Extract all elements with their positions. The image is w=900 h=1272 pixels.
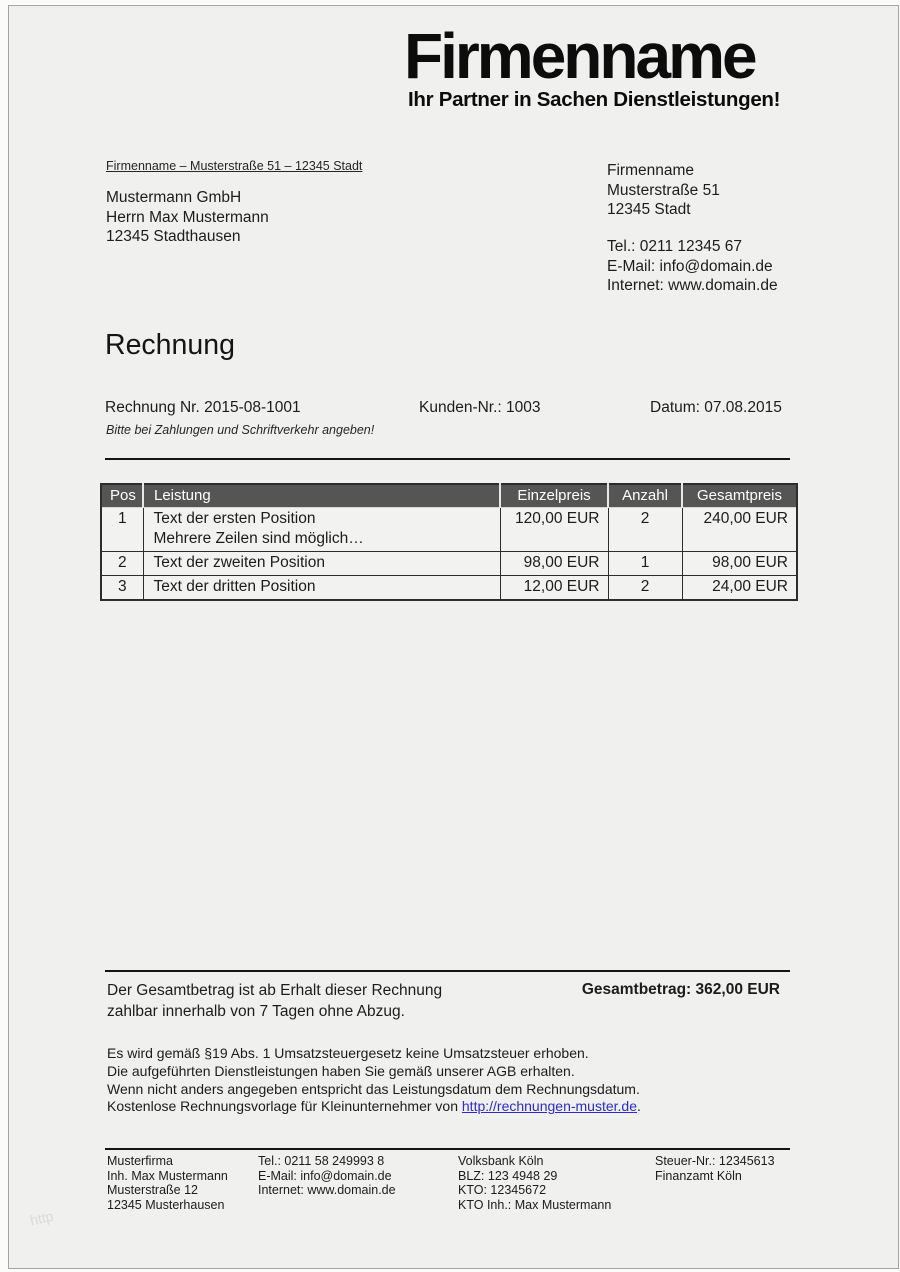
divider-above-table [105, 458, 790, 460]
cell-pos: 3 [101, 575, 143, 600]
legal-notes [107, 1045, 641, 1116]
company-contact-line: Tel.: 0211 12345 67 [607, 238, 743, 255]
footer-line: Musterfirma [107, 1154, 173, 1168]
column-header-gesamtpreis: Gesamtpreis [682, 484, 797, 507]
cell-pos: 1 [101, 507, 143, 551]
company-address-block [607, 161, 720, 220]
cell-gesamtpreis: 98,00 EUR [682, 551, 797, 575]
column-header-leistung: Leistung [143, 484, 500, 507]
payment-terms-line: zahlbar innerhalb von 7 Tagen ohne Abzug. [107, 1002, 405, 1020]
watermark-text: http [28, 1207, 55, 1229]
company-contact-line: E-Mail: info@domain.de [607, 257, 773, 275]
company-logo: Firmenname [404, 20, 755, 92]
company-address-line: Musterstraße 51 [607, 181, 720, 199]
cell-leistung [143, 575, 500, 600]
cell-anzahl: 1 [608, 551, 682, 575]
note-line: Die aufgeführten Dienstleistungen haben Sie gemäß unserer AGB erhalten. [107, 1062, 575, 1079]
invoice-number: Rechnung Nr. 2015-08-1001 [105, 399, 301, 416]
footer-tax-column [655, 1154, 775, 1183]
leistung-line: Text der zweiten Position [153, 553, 325, 571]
cell-pos: 2 [101, 551, 143, 575]
footer-line: Volksbank Köln [458, 1154, 544, 1168]
customer-number: Kunden-Nr.: 1003 [419, 399, 541, 416]
cell-einzelpreis: 120,00 EUR [500, 507, 608, 551]
recipient-address-block [106, 188, 269, 247]
divider-above-total [105, 970, 790, 972]
grand-total [520, 981, 780, 999]
footer-line: Internet: www.domain.de [258, 1183, 396, 1198]
cell-einzelpreis: 12,00 EUR [500, 575, 608, 600]
column-header-pos: Pos [101, 484, 143, 507]
cell-anzahl: 2 [608, 507, 682, 551]
note-link-suffix: . [637, 1098, 641, 1115]
payment-terms [107, 981, 442, 1022]
footer-contact-column [258, 1154, 396, 1198]
payment-terms-line: Der Gesamtbetrag ist ab Erhalt dieser Rechnung [107, 982, 443, 999]
footer-line: BLZ: 123 4948 29 [458, 1168, 558, 1183]
company-tagline: Ihr Partner in Sachen Dienstleistungen! [408, 88, 781, 111]
footer-bank-column [458, 1154, 611, 1212]
recipient-address-line: Herrn Max Mustermann [106, 208, 269, 226]
cell-einzelpreis: 98,00 EUR [500, 551, 608, 575]
table-header-row [101, 484, 797, 507]
recipient-address-line: 12345 Stadthausen [106, 228, 241, 245]
column-header-anzahl: Anzahl [608, 484, 682, 507]
company-contact-block [607, 237, 778, 296]
note-link-prefix: Kostenlose Rechnungsvorlage für Kleinunternehmer von [107, 1098, 462, 1115]
payment-reference-note: Bitte bei Zahlungen und Schriftverkehr angeben! [106, 423, 375, 437]
note-line-with-link [107, 1098, 641, 1116]
table-row [101, 507, 797, 551]
cell-gesamtpreis: 240,00 EUR [682, 507, 797, 551]
grand-total-label: Gesamtbetrag: [581, 981, 692, 998]
column-header-einzelpreis: Einzelpreis [500, 484, 608, 507]
cell-leistung [143, 551, 500, 575]
page-title: Rechnung [105, 329, 235, 361]
recipient-address-line: Mustermann GmbH [106, 189, 242, 206]
divider-above-footer [105, 1148, 790, 1150]
note-line: Wenn nicht anders angegeben entspricht das Leistungsdatum dem Rechnungsdatum. [107, 1080, 640, 1097]
invoice-date: Datum: 07.08.2015 [650, 399, 782, 416]
note-line: Es wird gemäß §19 Abs. 1 Umsatzsteuergesetz keine Umsatzsteuer erhoben. [107, 1045, 589, 1061]
footer-line: 12345 Musterhausen [107, 1197, 225, 1212]
table-row [101, 551, 797, 575]
company-address-line: 12345 Stadt [607, 201, 691, 219]
footer-line: Steuer-Nr.: 12345613 [655, 1154, 775, 1168]
footer-company-column [107, 1154, 228, 1212]
cell-leistung [143, 507, 500, 551]
footer-line: KTO Inh.: Max Mustermann [458, 1197, 612, 1212]
footer-line: Finanzamt Köln [655, 1168, 742, 1183]
footer-line: KTO: 12345672 [458, 1183, 547, 1198]
cell-anzahl: 2 [608, 575, 682, 600]
footer-line: Musterstraße 12 [107, 1183, 199, 1198]
footer-line: Inh. Max Mustermann [107, 1168, 228, 1183]
leistung-line: Text der ersten Position [153, 509, 316, 527]
leistung-line: Text der dritten Position [153, 577, 316, 595]
invoice-table-body [101, 507, 797, 600]
leistung-line: Mehrere Zeilen sind möglich… [153, 529, 364, 547]
cell-gesamtpreis: 24,00 EUR [682, 575, 797, 600]
template-source-link[interactable]: http://rechnungen-muster.de [461, 1098, 637, 1115]
grand-total-value: 362,00 EUR [695, 981, 780, 998]
company-address-line: Firmenname [607, 162, 694, 179]
footer-line: Tel.: 0211 58 249993 8 [258, 1154, 385, 1168]
sender-return-address: Firmenname – Musterstraße 51 – 12345 Stadt [106, 159, 363, 173]
company-contact-line: Internet: www.domain.de [607, 277, 778, 295]
footer-line: E-Mail: info@domain.de [258, 1168, 392, 1183]
table-row [101, 575, 797, 600]
invoice-items-table [100, 483, 798, 601]
